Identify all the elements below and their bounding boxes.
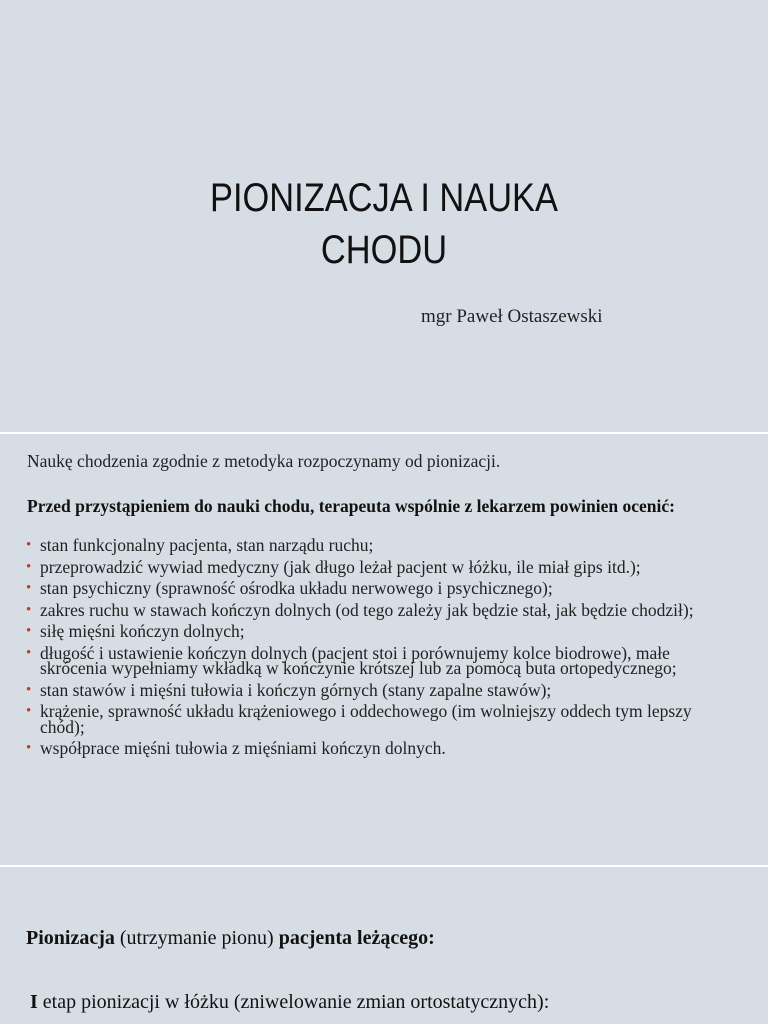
list-item [26,621,726,641]
assessment-slide [0,434,768,865]
bullet-icon: • [26,623,32,639]
verticalization-slide [0,867,768,1024]
stage-one-heading [30,991,549,1014]
list-item-text: przeprowadzić wywiad medyczny (jak długo leżał pacjent w łóżku, ile miał gips itd.); [40,556,641,577]
list-item [26,701,726,737]
list-item-text: stan stawów i mięśni tułowia i kończyn górnych (stany zapalne stawów); [40,679,552,700]
title-slide [0,0,768,432]
author-name: mgr Paweł Ostaszewski [421,306,603,327]
list-item-text: stan funkcjonalny pacjenta, stan narządu ruchu; [40,535,374,555]
bullet-icon: • [26,537,32,553]
list-item-text: krążenie, sprawność układu krążeniowego i oddechowego (im wolniejszy oddech tym lepszy chód); [40,701,692,737]
list-item-text: siłę mięśni kończyn dolnych; [40,621,245,641]
list-item [26,556,726,577]
bullet-icon: • [26,644,32,661]
list-item [26,738,726,758]
bullet-icon: • [26,558,32,575]
list-item [26,578,726,598]
bullet-icon: • [26,681,32,698]
bullet-icon: • [26,580,32,596]
list-item [26,642,726,678]
stage-description: etap pionizacji w łóżku (zniwelowanie zmian ortostatycznych): [37,991,550,1013]
list-item [26,679,726,700]
assessment-list [26,535,726,763]
heading-normal-text: (utrzymanie pionu) [114,927,279,949]
heading-bold-term: Pionizacja [26,927,115,949]
list-item [26,599,726,620]
list-item-text: długość i ustawienie kończyn dolnych (pacjent stoi i porównujemy kolce biodrowe), małe skrócenia wypełniamy wkładką w kończynie krótszej lub za pomocą buta ortopedycznego; [40,642,677,678]
list-item-text: zakres ruchu w stawach kończyn dolnych (od tego zależy jak będzie stał, jak będzie chodził); [40,599,694,620]
bullet-icon: • [26,740,32,756]
list-item [26,535,726,555]
lead-paragraph: Przed przystąpieniem do nauki chodu, terapeuta wspólnie z lekarzem powinien ocenić: [27,496,675,516]
verticalization-heading [26,927,435,950]
list-item-text: stan psychiczny (sprawność ośrodka układu nerwowego i psychicznego); [40,578,553,598]
slide-title-line-1: PIONIZACJA I NAUKA [210,176,558,220]
slide-title [54,172,714,276]
heading-bold-subject: pacjenta leżącego: [278,927,435,949]
slide-title-line-2: CHODU [320,228,448,272]
intro-paragraph: Naukę chodzenia zgodnie z metodyka rozpoczynamy od pionizacji. [27,451,501,471]
bullet-icon: • [26,703,32,719]
list-item-text: współprace mięśni tułowia z mięśniami kończyn dolnych. [40,738,446,758]
bullet-icon: • [26,601,32,618]
stage-number: I [30,991,38,1013]
